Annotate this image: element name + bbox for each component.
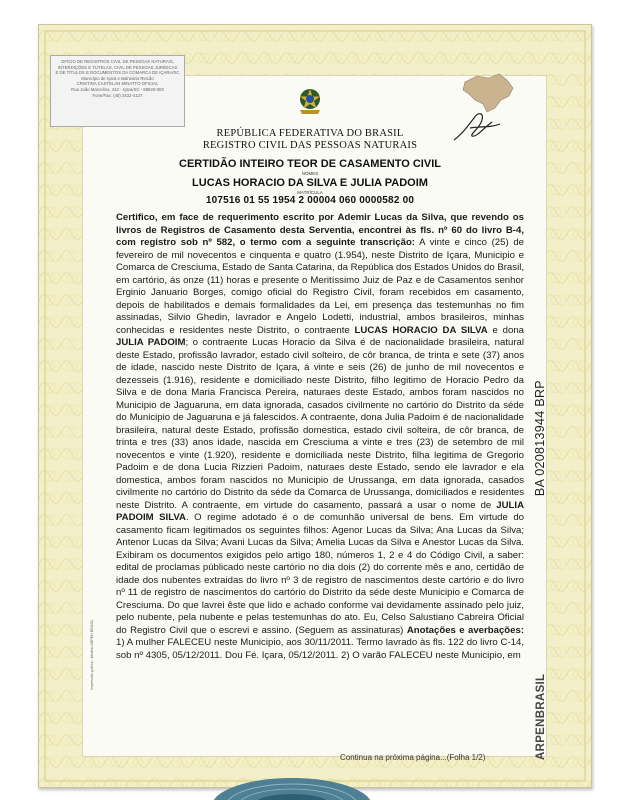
bride-new-name: JULIA PADOIM SILVA — [116, 499, 524, 523]
spouse-names: LUCAS HORACIO DA SILVA E JULIA PADOIM — [192, 177, 428, 189]
intro-statement: Certifico, em face de requerimento escrito por Ademir Lucas da Silva, que revendo os livros de Registros de Casamento desta Serventia, encontrei às fls. nº 60 do livro B-4, com registro sob nº 582, o termo com a seguinte transcrição: — [116, 212, 524, 248]
certificate-text — [116, 212, 524, 662]
arpen-brand: ARPENBRASIL — [535, 673, 547, 760]
matricula-number: 107516 01 55 1954 2 00004 060 0000582 00 — [205, 195, 415, 206]
names-label: NOMES — [301, 171, 319, 176]
matricula-label: MATRÍCULA — [297, 190, 323, 195]
security-seal-icon — [207, 766, 377, 800]
certificate-body — [116, 212, 524, 662]
serial-number: BA 020813944 BRP — [533, 380, 547, 497]
document-title: CERTIDÃO INTEIRO TEOR DE CASAMENTO CIVIL — [179, 158, 441, 170]
conjunction: e dona — [492, 324, 525, 336]
republic-heading: REPÚBLICA FEDERATIVA DO BRASIL — [216, 128, 404, 139]
continuation-note: Continua na próxima página...(Folha 1/2) — [340, 753, 486, 762]
registry-office-stamp: OFÍCIO DE REGISTROS CIVIL DE PESSOAS NATURAIS, INTERDIÇÕES E TUTELAS, CIVIL DE PESSOAS JURÍDICAS E DE TÍTULOS E DOCUMENTOS DA COMARCA DE IÇARA/SC Município de Içara e Balneário Rincão CRISTINA CASTELAN MINATTO OFICIAL Rua João Marcelino, 412 - Içara/SC - 88820-000 Fone/Fax: (48) 3432-4137 — [50, 55, 185, 127]
paragraph-1: A vinte e cinco (25) de fevereiro de mil novecentos e cinquenta e quatro (1.954), neste Distrito de Içara, Municipio e Comarca de Cresciuma, Estado de Santa Catarina, da República dos Estados Unidos do Brasil, em cartório, ás onze (11) horas e presente o Meritíssimo Juiz de Paz e de Casamentos senhor Erginio Januario Borges, comigo oficial do Registro Civil, foram recebidos em casamento, depois de habilitados e demais formalidades da Lei, em presença das testemunhas no fim assinadas, Silvio Ghedin, lavrador e Angelo Lodetti, industrial, ambos brasileiros, minhas conhecidas e residentes neste Distrito, o contraente — [116, 237, 524, 336]
registry-heading: REGISTRO CIVIL DAS PESSOAS NATURAIS — [202, 140, 418, 151]
bride-name: JULIA PADOIM — [116, 337, 186, 348]
annotations-label: Anotações e averbações: — [406, 624, 525, 636]
brazil-coat-of-arms-icon — [296, 86, 324, 116]
side-serial-strip — [533, 380, 547, 760]
groom-name: LUCAS HORACIO DA SILVA — [354, 324, 488, 336]
paragraph-3: . O regime adotado é o de comunhão universal de bens. Em virtude do casamento ficam legitimados os seguintes filhos: Agenor Lucas da Silva; Ana Lucas da Silva; Antenor Lucas da Silva; Avani Lucas da Silva; Amelia Lucas da Silva e Anestor Lucas da Silva. Exibiram os documentos exigidos pelo artigo 180, números 1, 2 e 4 do Código Civil, a saber: edital de proclamas públicado neste cartório no dia dois (2) do corrente mês e ano, certidão de idade dos nubentes extraidas do livro nº 3 de registro de nascimentos deste cartório e do livro nº 11 de registro de nascimentos do cartório do Distrito da séde deste Municipio e Comarca de Cresciuma. Do que lavrei êste que lido e achado conforme vai devidamente assinado pelo juiz, pelo nubente, pela nubente e pelas testemunhas do ato. Eu, Celso Salustiano Cabreira Oficial do Registro Civil que o escrevi e assino. (Seguem as assinaturas) — [116, 512, 524, 636]
paragraph-4: 1) A mulher FALECEU neste Municipio, aos 30/11/2011. Termo lavrado às fls. 122 do livro C-14, sob nº 4305, 05/12/2011. Dou Fé. Içara, 05/12/2011. 2) O varão FALECEU neste Municipio, em — [116, 637, 524, 661]
print-note: Impressão gráfica - Modelo ARPEN BRASIL — [90, 619, 94, 690]
paragraph-2: ; o contraente Lucas Horacio da Silva é de nacionalidade brasileira, natural deste Estado, profissão lavrador, estado civil solteiro, de côr branca, de trinta e sete (37) anos de idade, nascido neste Distrito de Içara, á vinte e seis (26) de junho de mil novecentos e dezesseis (1.916), residente e domiciliado neste Distrito, filho legitimo de Horacio Pedro da Silva e de dona Maria Francisca Pereira, naturaes deste Estado, ambos foram nascidos no Municipio de Jaguaruna, em data ignorada, casados civilmente no cartório do Distrito da séde do Municipio de Jaguaruna e já falescidos. A contraente, dona Julia Padoim é de nacionalidade brasileira, natural deste Estado, profissão domestica, estado civil solteira, de côr branca, de trinta e tres (33) anos idade, nascida em Cresciuma a vinte e tres (23) de setembro de mil novecentos e vinte (1.920), residente e domiciliada neste Distrito, filha legitima de Gregorio Padoim e de dona Lucia Rizzieri Padoim, naturaes deste Estado, sendo ele lavrador e ela domestica, ambos foram nascidos no Municipio de Urussanga, em data ignorada, casados civilmente no cartório do Distrito da séde da Comarca de Urussanga, domiciliados e residentes neste Distrito. A contraente, em virtude do casamento, passará a usar o nome de — [116, 337, 524, 511]
